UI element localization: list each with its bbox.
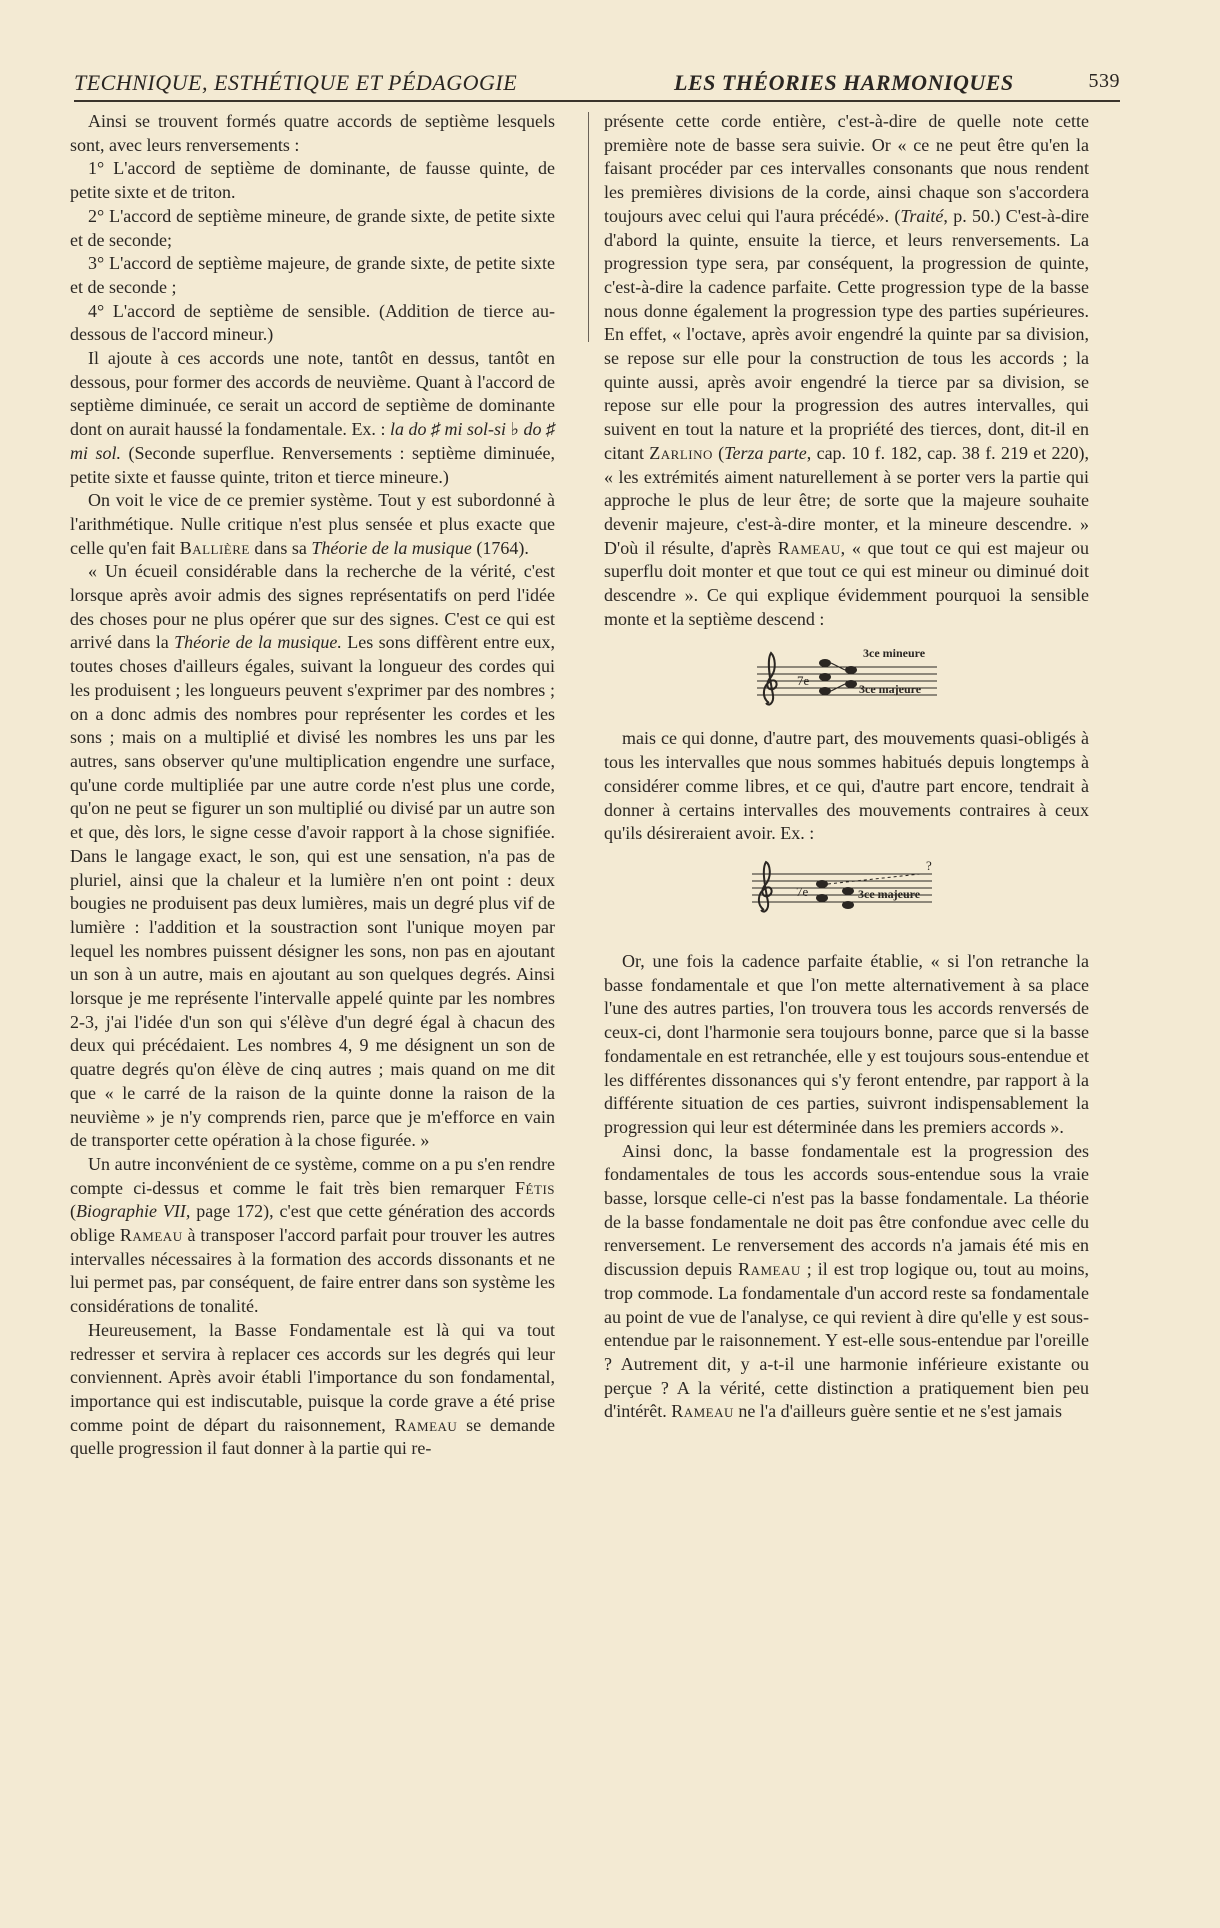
interval-label: 3ce majeure xyxy=(857,886,920,901)
author-name: Fétis xyxy=(515,1177,555,1198)
header-left-title: TECHNIQUE, ESTHÉTIQUE ET PÉDAGOGIE xyxy=(74,70,518,95)
paragraph: Ainsi se trouvent formés quatre accords de septième lesquels sont, avec leurs renversements : xyxy=(70,111,555,155)
paragraph: Ainsi donc, la basse fondamentale est la progression des fondamentales de tous les accords sous-entendue sous la vraie basse, lorsque celle-ci n'est pas la basse fondamentale. La théorie de la basse fondamentale ne doit pas être confondue avec celle du renversement. Le renversement des accords n'a jamais été mis en discussion depuis Rameau ; il est trop logique ou, tout au moins, trop commode. La fondamentale d'un accord reste sa fondamentale au point de vue de l'analyse, ce qui revient à dire qu'elle y est sous-entendue par le raisonnement. Y est-elle sous-entendue par l'oreille ? Autrement dit, y a-t-il une harmonie inférieure existante ou perçue ? A la vérité, cette distinction a pratiquement bien peu d'intérêt. Rameau ne l'a d'ailleurs guère sentie et ne s'est jamais xyxy=(604,1140,1089,1422)
header-right-title: LES THÉORIES HARMONIQUES xyxy=(674,70,1014,95)
book-title: Traité xyxy=(900,205,944,226)
music-example-2 xyxy=(742,860,952,920)
interval-label: 7e xyxy=(796,673,809,689)
author-name: Ballière xyxy=(179,537,250,558)
book-title: Théorie de la musique xyxy=(311,537,472,558)
book-title: Théorie de la musique. xyxy=(174,632,342,653)
musical-example: la do ♯ mi sol-si ♭ do ♯ mi sol. xyxy=(70,419,555,463)
interval-label: 3ce majeure xyxy=(858,682,921,697)
interval-label: ? xyxy=(925,859,932,873)
author-name: Rameau xyxy=(671,1401,734,1422)
author-name: Rameau xyxy=(119,1225,183,1246)
left-column xyxy=(70,110,555,1461)
paragraph: On voit le vice de ce premier système. Tout y est subordonné à l'arithmétique. Nulle critique n'est plus sensée et plus exacte que celle qu'en fait Ballière dans sa Théorie de la musique (1764). xyxy=(70,490,555,558)
list-item: 2° L'accord de septième mineure, de grande sixte, de petite sixte et de seconde; xyxy=(70,205,555,250)
paragraph: présente cette corde entière, c'est-à-dire de quelle note cette première note de basse sera suivie. Or « ce ne peut être qu'en la faisant procéder par ces intervalles consonants que nous rendent les premières divisions de la corde, ainsi chaque son s'accordera toujours avec celui qui l'aura précédé». (Traité, p. 50.) C'est-à-dire d'abord la quinte, ensuite la tierce, et leurs renversements. La progression type sera, par conséquent, la progression de quinte, c'est-à-dire la cadence parfaite. Cette progression type de la basse nous donne également la progression type des parties supérieures. En effet, « l'octave, après avoir engendré la quinte par sa division, se repose sur elle pour la construction de tous les accords ; la quinte aussi, après avoir engendré la tierce par sa division, se repose sur elle pour la progression des autres intervalles, qui suivent en tout la nature et la propriété des tierces, dont, dit-il en citant Zarlino (Terza parte, cap. 10 f. 182, cap. 38 f. 219 et 220), « les extrémités aiment naturellement à se porter vers la partie qui approche le plus de leur être; de sorte que la majeure souhaite devenir majeure, c'est-à-dire monter, et la mineure descendre. » D'où il résulte, d'après Rameau, « que tout ce qui est majeur ou superflu doit monter et que tout ce qui est mineur ou diminué doit descendre ». Ce qui explique évidemment pourquoi la sensible monte et la septième descend : xyxy=(604,111,1090,629)
music-example-1 xyxy=(747,645,947,715)
list-item: 3° L'accord de septième majeure, de grande sixte, de petite sixte et de seconde ; xyxy=(70,253,555,297)
paragraph: Un autre inconvénient de ce système, comme on a pu s'en rendre compte ci-dessus et comme le fait très bien remarquer Fétis (Biographie VII, page 172), c'est que cette génération des accords oblige Rameau à transposer l'accord parfait pour trouver les autres intervalles nécessaires à la formation des accords dissonants et ne lui permet pas, par conséquent, de faire entrer dans son système les considérations de tonalité. xyxy=(70,1153,555,1317)
interval-label: 7e xyxy=(795,883,808,899)
quotation: « Un écueil considérable dans la recherche de la vérité, c'est lorsque après avoir admis des signes représentatifs on perd l'idée des choses pour ne plus opérer que sur des signes. C'est ce qui est arrivé dans la Théorie de la musique. Les sons diffèrent entre eux, toutes choses d'ailleurs égales, suivant la longueur des cordes qui les produisent ; les longueurs peuvent s'exprimer par des nombres ; on a donc admis des nombres pour représenter les cordes et les sons ; mais on a multiplié et divisé les nombres les uns par les autres, sans observer qu'une multiplication engendre une surface, qu'une corde multipliée par une autre corde n'est plus une corde, qu'on ne peut se figurer un son multiplié ou divisé par un autre son et que, dès lors, le signe cesse d'avoir rapport à la chose signifiée. Dans le langage exact, le son, qui est une sensation, n'a pas de pluriel, ainsi que la chaleur et la lumière n'en ont point : deux bougies ne produisent pas deux lumières, mais un degré plus vif de lumière : l'addition et la soustraction sont l'unique moyen par lequel les nombres puissent désigner les sons, non pas en ajoutant un son à un autre, mais en ajoutant au son quelques degrés. Ainsi lorsque je me représente l'intervalle appelé quinte par les nombres 2-3, j'ai l'idée d'un son qui s'élève d'un degré égal à chacun des deux qui précédaient. Les nombres 4, 9 me désignent un son de quatre degrés qu'on élève de cinq autres ; mais quand on me dit que « le carré de la raison de la quinte donne la raison de la neuvième » je n'y comprends rien, parce que je m'efforce en vain de transporter cette opération à la chose figurée. » xyxy=(70,561,555,1151)
treble-clef-icon xyxy=(758,862,771,912)
list-item: 4° L'accord de septième de sensible. (Addition de tierce au-dessous de l'accord mineur.) xyxy=(70,300,555,345)
page-number: 539 xyxy=(1088,70,1120,92)
right-column xyxy=(604,110,1089,1424)
running-header xyxy=(74,66,1120,102)
treble-clef-icon xyxy=(763,653,776,705)
book-title: Terza parte xyxy=(724,442,807,463)
paragraph: mais ce qui donne, d'autre part, des mouvements quasi-obligés à tous les intervalles que nous sommes habitués depuis longtemps à considérer comme libres, et ce qui, d'autre part encore, tendrait à donner à certains intervalles des mouvements contraires à ceux qu'ils désireraient avoir. Ex. : xyxy=(604,728,1089,844)
paragraph: Il ajoute à ces accords une note, tantôt en dessus, tantôt en dessous, pour former des accords de neuvième. Quant à l'accord de septième diminuée, ce serait un accord de septième de dominante dont on aurait haussé la fondamentale. Ex. : la do ♯ mi sol-si ♭ do ♯ mi sol. (Seconde superflue. Renversements : septième diminuée, petite sixte et fausse quinte, triton et tierce mineure.) xyxy=(70,348,555,487)
author-name: Rameau xyxy=(777,537,841,558)
paragraph: Heureusement, la Basse Fondamentale est là qui va tout redresser et servira à replacer ces accords sur les degrés qui leur conviennent. Après avoir établi l'importance du son fondamental, importance qui est indiscutable, puisque la corde grave a été prise comme point de départ du raisonnement, Rameau se demande quelle progression il faut donner à la partie qui re- xyxy=(70,1319,555,1459)
book-title: Biographie VII, xyxy=(76,1201,191,1222)
interval-label: 3ce mineure xyxy=(862,646,925,661)
author-name: Rameau xyxy=(394,1414,458,1435)
column-rule xyxy=(588,112,589,342)
author-name: Zarlino xyxy=(649,442,713,463)
author-name: Rameau xyxy=(738,1259,801,1280)
paragraph: Or, une fois la cadence parfaite établie, « si l'on retranche la basse fondamentale et que l'on mette alternativement à sa place l'une des autres parties, l'on trouvera tous les accords renversés de ceux-ci, dont l'harmonie sera toujours bonne, parce que si la basse fondamentale en est retranchée, elle y est toujours sous-entendue et les différentes dissonances qui s'y feront entendre, par rapport à la différente situation de ces parties, suivront indispensablement la progression qui leur est déterminée dans les premiers accords ». xyxy=(604,950,1089,1137)
list-item: 1° L'accord de septième de dominante, de fausse quinte, de petite sixte et de triton. xyxy=(70,158,555,203)
